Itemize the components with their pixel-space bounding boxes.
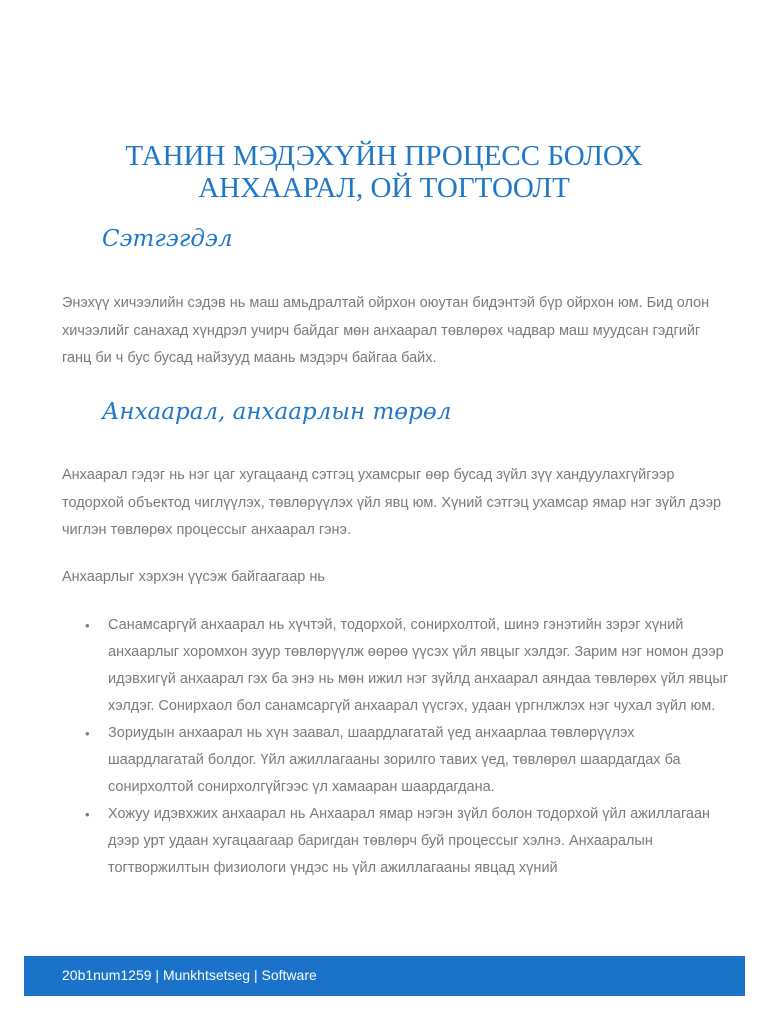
list-item xyxy=(82,801,732,882)
attention-definition-paragraph: Анхаарал гэдэг нь нэг цаг хугацаанд сэтгэц ухамсрыг өөр бусад зүйл зүү хандуулахгүйгээр тодорхой объектод чиглүүлэх, төвлөрүүлэх үйл явц юм. Хүний сэтгэц ухамсар ямар нэг зүйл дээр чиглэн төвлөрөх процессыг анхаарал гэнэ. xyxy=(62,467,722,538)
list-item xyxy=(82,612,732,720)
attention-types-list xyxy=(82,612,732,882)
list-item-text: Хожуу идэвхжих анхаарал нь Анхаарал ямар нэгэн зүйл болон тодорхой үйл ажиллагаан дээр урт удаан хугацаагаар баригдан төвлөрч буй процессыг хэлнэ. Анхааралын тогтворжилтын физиологи үндэс нь үйл ажиллагааны явцад хүний xyxy=(108,806,711,876)
bullet-icon: • xyxy=(85,807,90,822)
page-title xyxy=(40,140,728,204)
list-item-text: Зориудын анхаарал нь хүн заавал, шаардлагатай үед анхаарлаа төвлөрүүлэх шаардлагатай болдог. Үйл ажиллагааны зорилго тавих үед, төвлөрөл шаардагдах ба сонирхолтой сонирхолгүйгээс үл хамааран шаардагдана. xyxy=(108,725,681,795)
list-item xyxy=(82,720,732,801)
impression-paragraph: Энэхүү хичээлийн сэдэв нь маш амьдралтай ойрхон оюутан бидэнтэй бүр ойрхон юм. Бид олон хичээлийг санахад хүндрэл учирч байдаг мөн анхаарал төвлөрөх чадвар маш муудсан гэдгийг ганц би ч бус бусад найзууд маань мэдэрч байгаа байх. xyxy=(62,295,710,366)
title-line-1: ТАНИН МЭДЭХҮЙН ПРОЦЕСС БОЛОХ xyxy=(125,140,643,172)
section-heading-attention-types: Анхаарал, анхаарлын төрөл xyxy=(102,399,452,425)
page-footer xyxy=(24,956,745,996)
title-line-2: АНХААРАЛ, ОЙ ТОГТООЛТ xyxy=(198,172,570,204)
section-heading-impression: Сэтгэгдэл xyxy=(102,226,233,252)
bullet-icon: • xyxy=(85,618,90,633)
attention-origin-intro: Анхаарлыг хэрхэн үүсэж байгаагаар нь xyxy=(62,569,325,585)
list-item-text: Санамсаргүй анхаарал нь хүчтэй, тодорхой, сонирхолтой, шинэ гэнэтийн зэрэг хүний анхаарлыг хоромхон зуур төвлөрүүлж өөрөө үүсэх үйл явцыг хэлдэг. Зарим нэг номон дээр идэвхигүй анхаарал гэх ба энэ нь мөн ижил нэг зүйлд анхаарал аяндаа төвлөрөх үйл явцыг хэлдэг. Сонирхаол бол санамсаргүй анхаарал үүсгэх, удаан үргнлжлэх нэг чухал зүйл юм. xyxy=(108,617,729,714)
bullet-icon: • xyxy=(85,726,90,741)
footer-text: 20b1num1259 | Munkhtsetseg | Software xyxy=(62,967,317,983)
